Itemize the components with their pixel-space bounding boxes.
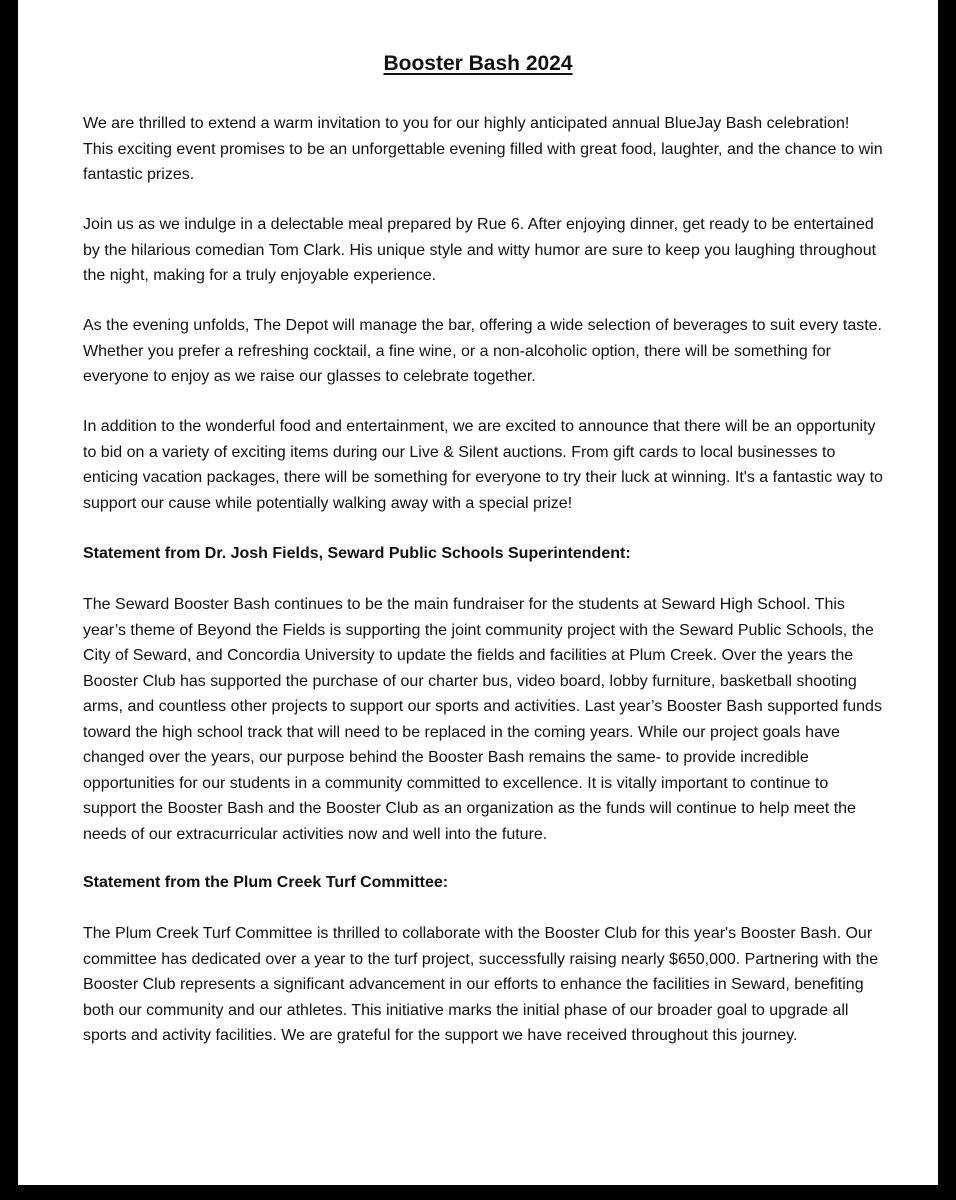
committee-statement-body: The Plum Creek Turf Committee is thrilled to collaborate with the Booster Club for this year's Booster Bash. Our committee has dedicated over a year to the turf project, successfully raising nearly $650,000. Partnering with the Booster Club represents a significant advancement in our efforts to enhance the facilities in Seward, benefiting both our community and our athletes. This initiative marks the initial phase of our broader goal to upgrade all sports and activity facilities. We are grateful for the support we have received throughout this journey.	[83, 925, 879, 1044]
auction-paragraph: In addition to the wonderful food and entertainment, we are excited to announce that there will be an opportunity to bid on a variety of exciting items during our Live & Silent auctions. From gift cards to local businesses to enticing vacation packages, there will be something for everyone to try their luck at winning. It's a fantastic way to support our cause while potentially walking away with a special prize!	[83, 418, 883, 512]
committee-statement-heading: Statement from the Plum Creek Turf Committee:	[83, 874, 449, 891]
bar-paragraph: As the evening unfolds, The Depot will manage the bar, offering a wide selection of beverages to suit every taste. Whether you prefer a refreshing cocktail, a fine wine, or a non-alcoholic option, there will be something for everyone to enjoy as we raise our glasses to celebrate together.	[83, 317, 882, 385]
dinner-paragraph: Join us as we indulge in a delectable meal prepared by Rue 6. After enjoying dinner, get ready to be entertained by the hilarious comedian Tom Clark. His unique style and witty humor are sure to keep you laughing throughout the night, making for a truly enjoyable experience.	[83, 216, 877, 284]
superintendent-statement-body: The Seward Booster Bash continues to be the main fundraiser for the students at Seward High School. This year’s theme of Beyond the Fields is supporting the joint community project with the Seward Public Schools, the City of Seward, and Concordia University to update the fields and facilities at Plum Creek. Over the years the Booster Club has supported the purchase of our charter bus, video board, lobby furniture, basketball shooting arms, and countless other projects to support our sports and activities. Last year’s Booster Bash supported funds toward the high school track that will need to be replaced in the coming years. While our project goals have changed over the years, our purpose behind the Booster Bash remains the same- to provide incredible opportunities for our students in a community committed to excellence. It is vitally important to continue to support the Booster Bash and the Booster Club as an organization as the funds will continue to help meet the needs of our extracurricular activities now and well into the future.	[83, 596, 882, 843]
superintendent-statement-heading: Statement from Dr. Josh Fields, Seward Public Schools Superintendent:	[83, 545, 631, 562]
document-page	[18, 0, 938, 1185]
document-title: Booster Bash 2024	[383, 52, 573, 75]
intro-paragraph: We are thrilled to extend a warm invitation to you for our highly anticipated annual BlueJay Bash celebration! This exciting event promises to be an unforgettable evening filled with great food, laughter, and the chance to win fantastic prizes.	[83, 115, 883, 183]
